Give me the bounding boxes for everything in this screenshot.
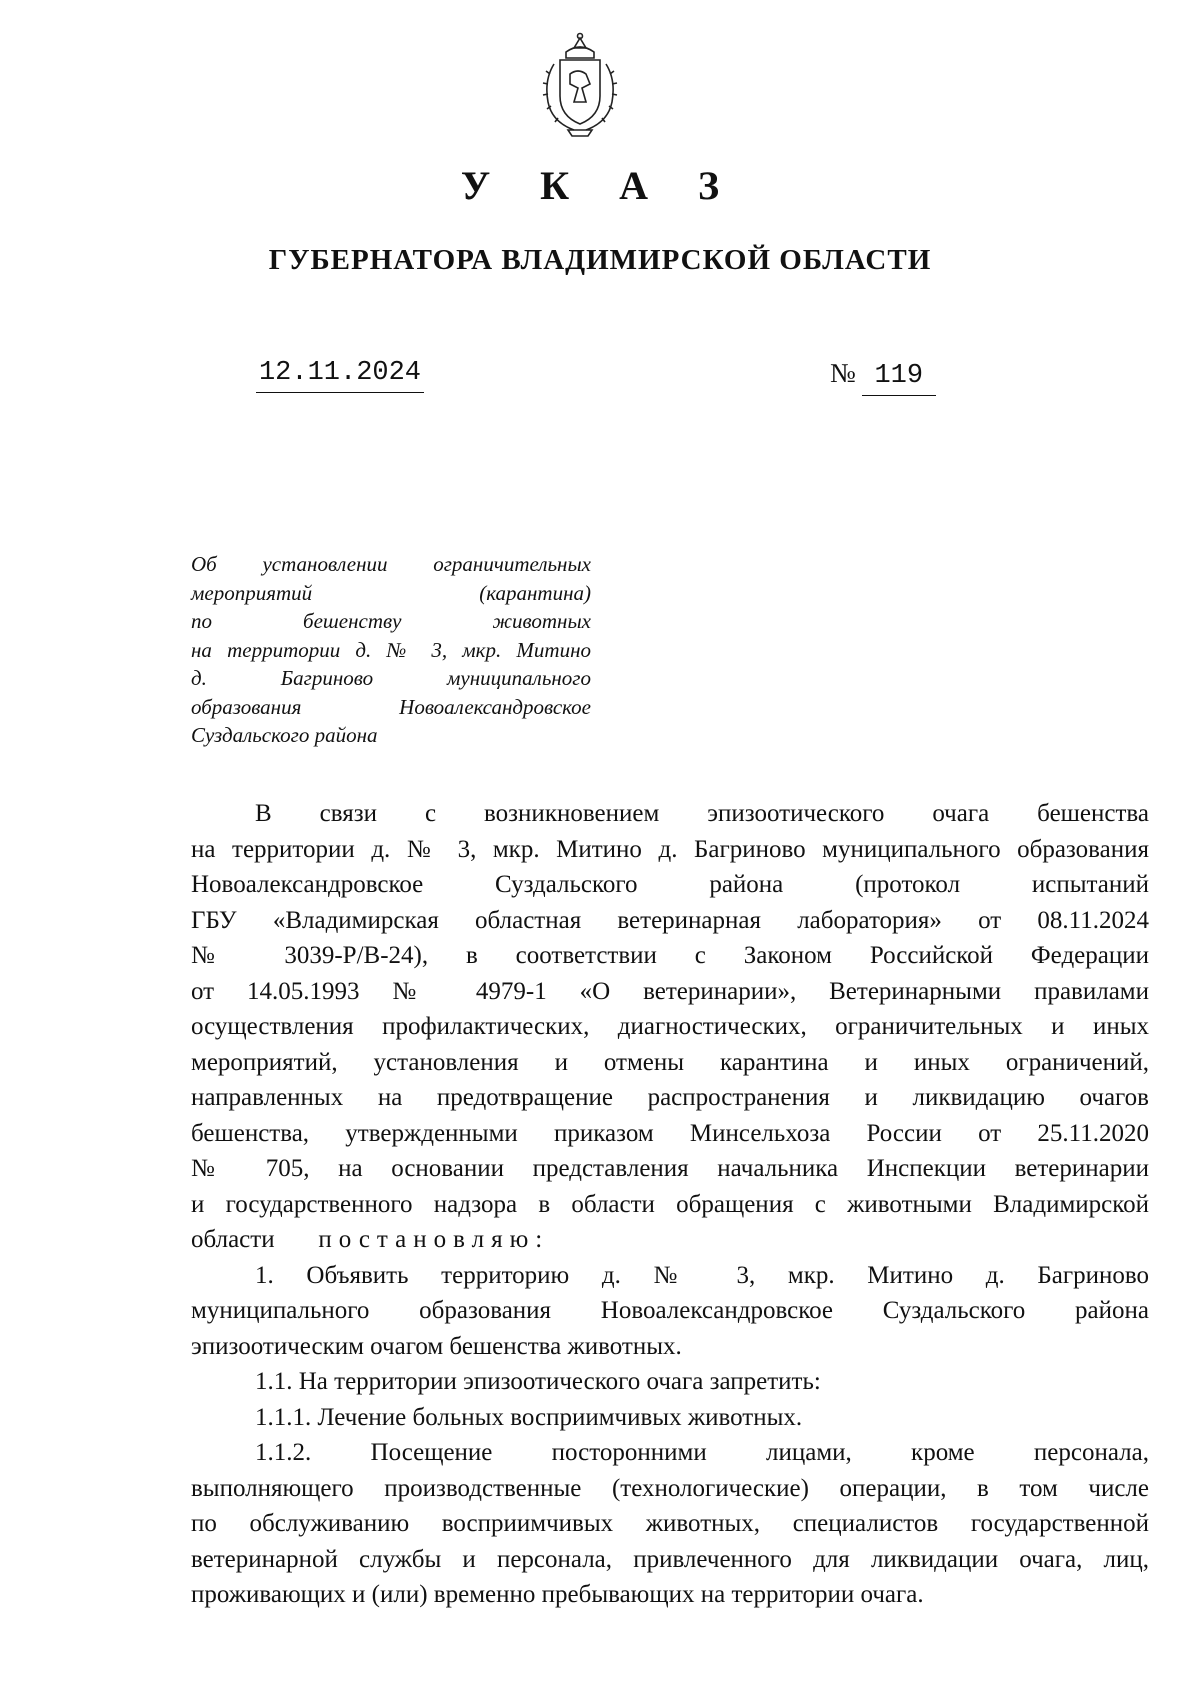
clause-1-line: муниципального образования Новоалександровское Суздальского района — [191, 1297, 1149, 1324]
document-number-block — [830, 358, 936, 396]
body-line: на территории д. № 3, мкр. Митино д. Багриново муниципального образования — [191, 835, 1149, 863]
body-line: осуществления профилактических, диагностических, ограничительных и иных — [191, 1013, 1149, 1040]
body-line: бешенства, утвержденными приказом Минсельхоза России от 25.11.2020 — [191, 1119, 1149, 1147]
clause-1-1-2-line: ветеринарной службы и персонала, привлеченного для ликвидации очага, лиц, — [191, 1545, 1149, 1573]
clause-1-1: 1.1. На территории эпизоотического очага запретить: — [255, 1368, 821, 1395]
clause-1-1-1: 1.1.1. Лечение больных восприимчивых животных. — [255, 1403, 803, 1431]
body-line: направленных на предотвращение распространения и ликвидацию очагов — [191, 1084, 1149, 1111]
decree-prefix: области — [191, 1226, 275, 1253]
body-line: ГБУ «Владимирская областная ветеринарная лаборатория» от 08.11.2024 — [191, 906, 1149, 934]
subject-line: по бешенству животных — [191, 609, 591, 633]
subject-line: Об установлении ограничительных — [191, 552, 591, 576]
body-line: № 705, на основании представления начальника Инспекции ветеринарии — [191, 1155, 1149, 1182]
clause-1-line: эпизоотическим очагом бешенства животных. — [191, 1332, 682, 1360]
subject-line: на территории д. № 3, мкр. Митино — [191, 637, 591, 662]
subject-line: образования Новоалександровское — [191, 694, 591, 719]
clause-1-1-2-line: выполняющего производственные (технологические) операции, в том числе — [191, 1474, 1149, 1502]
body-line: № 3039-Р/В-24), в соответствии с Законом Российской Федерации — [191, 942, 1149, 969]
clause-1-1-2-line: по обслуживанию восприимчивых животных, специалистов государственной — [191, 1510, 1149, 1537]
decree-word: постановляю: — [318, 1226, 550, 1253]
clause-1-line: 1. Объявить территорию д. № 3, мкр. Митино д. Багриново — [255, 1261, 1149, 1289]
document-issuer: ГУБЕРНАТОРА ВЛАДИМИРСКОЙ ОБЛАСТИ — [268, 244, 932, 276]
clause-1-1-2-line: проживающих и (или) временно пребывающих на территории очага. — [191, 1581, 924, 1608]
subject-line: Суздальского района — [191, 723, 378, 747]
number-sign: № — [830, 358, 856, 388]
body-line: от 14.05.1993 № 4979-1 «О ветеринарии», Ветеринарными правилами — [191, 977, 1149, 1005]
body-line: и государственного надзора в области обращения с животными Владимирской — [191, 1190, 1149, 1218]
body-line: Новоалександровское Суздальского района (протокол испытаний — [191, 871, 1149, 898]
body-line: мероприятий, установления и отмены карантина и иных ограничений, — [191, 1048, 1149, 1076]
decree-line — [191, 1222, 1149, 1258]
document-body — [191, 796, 1149, 1613]
subject-line: мероприятий (карантина) — [191, 580, 591, 605]
coat-of-arms-emblem — [534, 30, 626, 138]
document-title: У К А З — [460, 163, 740, 208]
clause-1-1-2-line: 1.1.2. Посещение посторонними лицами, кроме персонала, — [255, 1439, 1149, 1466]
document-date: 12.11.2024 — [256, 358, 424, 393]
subject-line: д. Багриново муниципального — [191, 666, 591, 690]
document-subject — [191, 550, 591, 750]
body-line: В связи с возникновением эпизоотического очага бешенства — [255, 800, 1149, 827]
document-number: 119 — [862, 361, 936, 396]
